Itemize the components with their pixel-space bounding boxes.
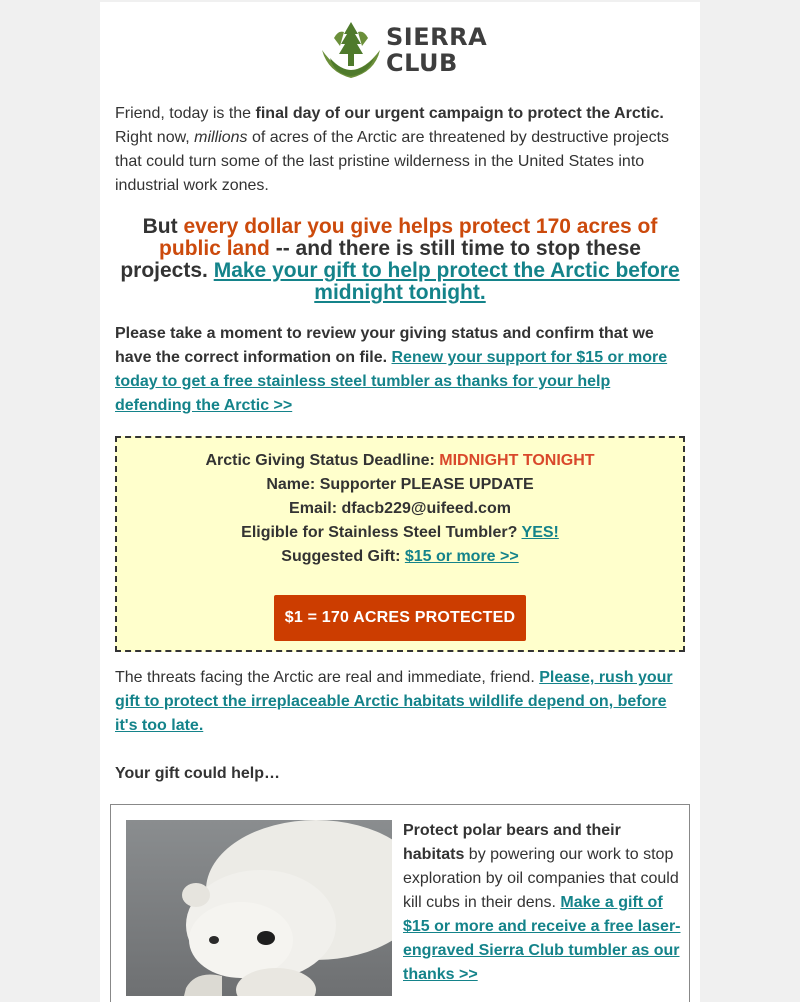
headline-dark: -- and there is still time to stop these projects. xyxy=(120,237,641,282)
logo-line-1: SIERRA xyxy=(386,23,488,51)
deadline-line xyxy=(117,449,683,473)
headline-gift-link[interactable]: Make your gift to help protect the Arctic before midnight tonight. xyxy=(213,259,680,304)
card-bold: Protect polar bears and their habitats xyxy=(403,822,621,863)
gift-heading: Your gift could help… xyxy=(115,765,281,782)
tumbler-gift-link[interactable]: Make a gift of $15 or more and receive a free laser-engraved Sierra Club tumbler as our thanks >> xyxy=(403,894,681,983)
review-text: Please take a moment to review your giving status and confirm that we have the correct information on file. xyxy=(115,325,654,366)
status-email: Email: dfacb229@uifeed.com xyxy=(289,500,511,517)
giving-status-box xyxy=(115,436,685,652)
intro-rest: of acres of the Arctic are threatened by destructive projects that could turn some of the last pristine wilderness in the United States into industrial work zones. xyxy=(115,129,670,194)
headline-orange: every dollar you give helps protect 170 acres of public land xyxy=(159,215,658,260)
renew-support-link[interactable]: Renew your support for $15 or more today to get a free stainless steel tumbler as thanks for your help defending the Arctic >> xyxy=(115,349,668,414)
intro-lead: Friend, today is the xyxy=(115,105,256,122)
logo-wordmark xyxy=(386,24,487,76)
headline xyxy=(115,216,685,304)
email-body xyxy=(100,2,700,1002)
suggested-gift-link[interactable]: $15 or more >> xyxy=(404,548,519,565)
polar-bear-image[interactable] xyxy=(126,820,392,996)
intro-italic: millions xyxy=(194,129,248,146)
card-body: by powering our work to stop exploration by oil companies that could kill cubs in their dens. xyxy=(403,846,679,911)
card-text xyxy=(403,819,683,987)
intro-bold: final day of our urgent campaign to protect the Arctic. xyxy=(255,105,664,122)
acres-protected-button[interactable]: $1 = 170 ACRES PROTECTED xyxy=(274,595,527,641)
intro-paragraph xyxy=(115,102,685,198)
gift-label: Suggested Gift: xyxy=(281,548,405,565)
threats-paragraph xyxy=(115,666,685,738)
intro-mid: Right now, xyxy=(115,129,195,146)
deadline-value: MIDNIGHT TONIGHT xyxy=(439,452,595,469)
polar-bear-card xyxy=(110,804,690,1002)
headline-but: But xyxy=(142,215,184,238)
polar-bear-photo xyxy=(126,820,392,996)
review-paragraph xyxy=(115,322,685,418)
threats-text: The threats facing the Arctic are real and immediate, friend. xyxy=(115,669,540,686)
tumbler-label: Eligible for Stainless Steel Tumbler? xyxy=(241,524,522,541)
tumbler-line xyxy=(117,521,683,545)
tumbler-yes-link[interactable]: YES! xyxy=(521,524,559,541)
logo-line-2: CLUB xyxy=(386,49,458,77)
deadline-label: Arctic Giving Status Deadline: xyxy=(205,452,440,469)
status-name: Name: Supporter PLEASE UPDATE xyxy=(266,476,534,493)
rush-gift-link[interactable]: Please, rush your gift to protect the irreplaceable Arctic habitats wildlife depend on, before it's too late. xyxy=(115,669,673,734)
sierra-club-logo[interactable] xyxy=(320,20,488,82)
gift-line xyxy=(117,545,683,569)
tree-logo-icon xyxy=(320,20,382,80)
